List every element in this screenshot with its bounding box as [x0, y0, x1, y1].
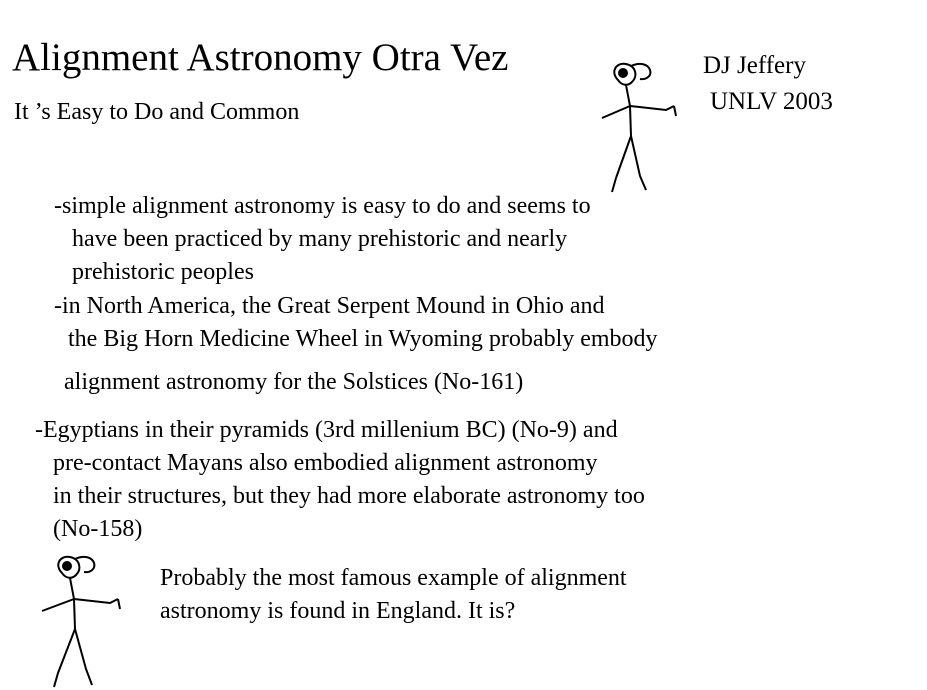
- bullet-line: alignment astronomy for the Solstices (No-161): [64, 369, 524, 395]
- bullet-simple-alignment: [54, 190, 591, 289]
- bullet-line: astronomy is found in England. It is?: [160, 598, 516, 625]
- bullet-line: Probably the most famous example of alignment: [160, 565, 627, 591]
- bullet-egyptians: [35, 414, 645, 546]
- stick-figure-bottom: [20, 545, 150, 690]
- author-name: DJ Jeffery: [703, 52, 806, 79]
- bullet-england-question: [160, 562, 627, 628]
- bullet-line: have been practiced by many prehistoric and nearly: [72, 226, 568, 253]
- bullet-line: the Big Horn Medicine Wheel in Wyoming probably embody: [68, 326, 658, 353]
- page-subtitle: It ’s Easy to Do and Common: [14, 99, 300, 125]
- bullet-solstices: [64, 366, 523, 399]
- bullet-line: pre-contact Mayans also embodied alignment astronomy: [53, 450, 598, 477]
- bullet-line: in their structures, but they had more elaborate astronomy too: [53, 483, 645, 510]
- bullet-line: (No-158): [53, 516, 143, 543]
- affiliation-text: UNLV 2003: [710, 88, 833, 115]
- bullet-line: -Egyptians in their pyramids (3rd millenium BC) (No-9) and: [35, 417, 618, 443]
- bullet-line: -simple alignment astronomy is easy to do and seems to: [54, 193, 591, 219]
- page-title: Alignment Astronomy Otra Vez: [12, 36, 509, 79]
- bullet-north-america: [54, 290, 658, 356]
- stick-figure-top: [590, 58, 710, 208]
- bullet-line: -in North America, the Great Serpent Mound in Ohio and: [54, 293, 605, 319]
- bullet-line: prehistoric peoples: [72, 259, 254, 286]
